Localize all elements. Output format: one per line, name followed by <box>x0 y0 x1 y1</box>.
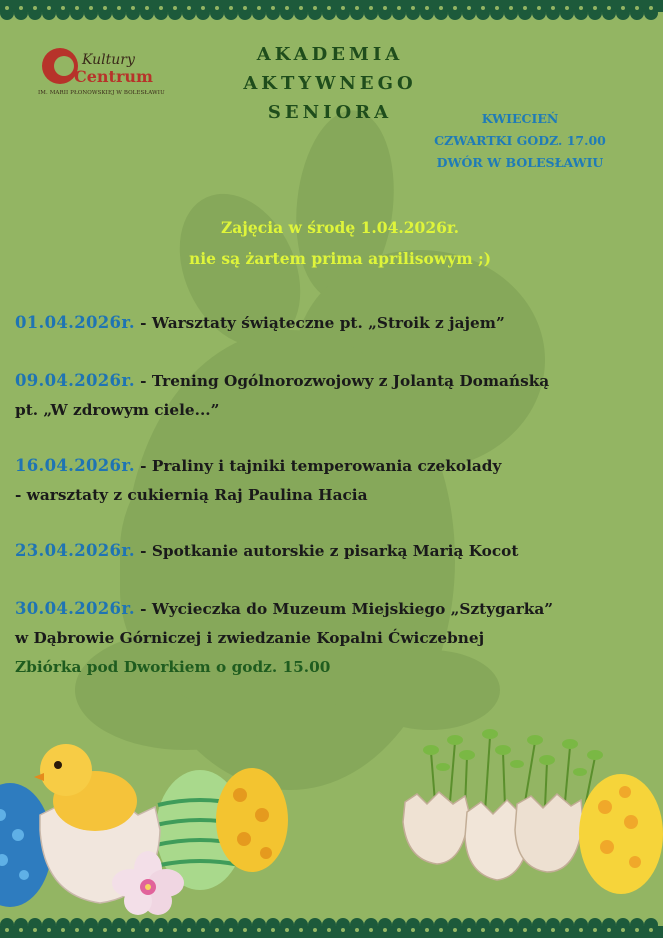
yellow-egg-icon <box>216 768 288 872</box>
event-title: - Trening Ogólnorozwojowy z Jolantą Domańską <box>134 372 550 390</box>
event-date: 09.04.2026r. <box>15 371 135 390</box>
info-time: CZWARTKI GODZ. 17.00 <box>434 133 606 148</box>
sprouts-eggshells-decoration <box>395 712 663 902</box>
logo-caption: IM. MARII PŁONOWSKIEJ W BOLESŁAWIU <box>38 90 165 96</box>
event-date: 23.04.2026r. <box>15 541 135 560</box>
event-title: - Spotkanie autorskie z pisarką Marią Kocot <box>134 542 519 560</box>
event-item-5 <box>15 594 655 682</box>
event-item-1 <box>15 308 655 338</box>
title-line-3: SENIORA <box>267 102 393 123</box>
eggshell-icon <box>403 792 469 864</box>
logo-mark <box>38 42 158 90</box>
event-item-3 <box>15 451 655 510</box>
event-subtitle: pt. „W zdrowym ciele...” <box>15 401 220 419</box>
event-item-2 <box>15 366 655 425</box>
notice-line-2: nie są żartem prima aprilisowym ;) <box>188 249 492 268</box>
event-subtitle: - warsztaty z cukiernią Raj Paulina Hacia <box>15 486 368 504</box>
event-item-4 <box>15 536 655 566</box>
easter-eggs-chick-decoration <box>0 735 300 915</box>
event-subtitle: w Dąbrowie Górniczej i zwiedzanie Kopalni Ćwiczebnej <box>15 629 485 647</box>
title-line-2: AKTYWNEGO <box>243 73 417 94</box>
event-meeting-point: Zbiórka pod Dworkiem o godz. 15.00 <box>15 658 331 676</box>
info-month: KWIECIEŃ <box>481 111 559 126</box>
event-title: - Praliny i tajniki temperowania czekolady <box>134 457 502 475</box>
event-date: 16.04.2026r. <box>15 456 135 475</box>
prima-aprilis-notice <box>60 212 620 274</box>
top-border <box>0 0 663 26</box>
bottom-border <box>0 912 663 938</box>
event-date: 01.04.2026r. <box>15 313 135 332</box>
title-line-1: AKADEMIA <box>256 44 404 65</box>
info-venue: DWÓR W BOLESŁAWIU <box>436 155 604 170</box>
event-title: - Warsztaty świąteczne pt. „Stroik z jajem” <box>134 314 505 332</box>
eggshell-icon <box>515 794 583 872</box>
notice-line-1: Zajęcia w środę 1.04.2026r. <box>220 218 460 237</box>
event-date: 30.04.2026r. <box>15 599 135 618</box>
logo-word-top: Kultury <box>82 52 135 68</box>
logo-word-bottom: Centrum <box>74 67 153 86</box>
event-title: - Wycieczka do Muzeum Miejskiego „Sztygarka” <box>134 600 554 618</box>
centrum-kultury-logo <box>38 42 165 102</box>
schedule-info <box>400 108 640 174</box>
